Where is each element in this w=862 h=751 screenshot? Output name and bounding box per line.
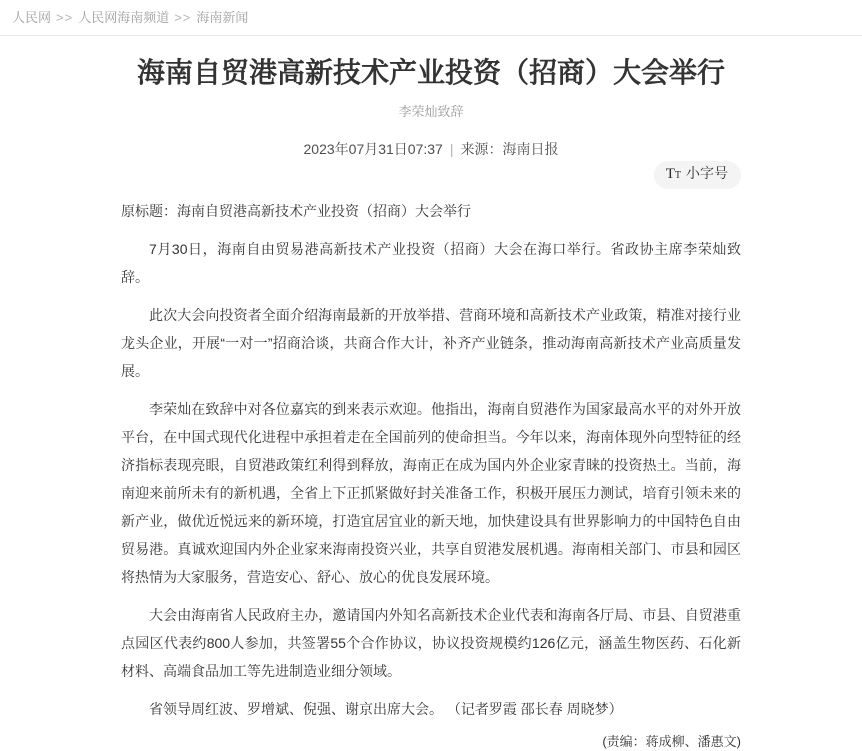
article-paragraph: 7月30日，海南自由贸易港高新技术产业投资（招商）大会在海口举行。省政协主席李荣灿致辞。: [121, 241, 741, 285]
page-title: 海南自贸港高新技术产业投资（招商）大会举行: [136, 57, 725, 88]
article-toolbar: [121, 161, 741, 187]
meta-separator: |: [449, 141, 454, 157]
breadcrumb: [0, 0, 862, 36]
publish-date: 2023年07月31日07:37: [303, 141, 443, 157]
breadcrumb-link-hainan-news[interactable]: 海南新闻: [196, 10, 249, 25]
article-paragraph: 李荣灿在致辞中对各位嘉宾的到来表示欢迎。他指出，海南自贸港作为国家最高水平的对外开放平台，在中国式现代化进程中承担着走在全国前列的使命担当。今年以来，海南体现外向型特征的经济指标表现亮眼，自贸港政策红利得到释放，海南正在成为国内外企业家青睐的投资热土。当前，海南迎来前所未有的新机遇，全省上下正抓紧做好封关准备工作，积极开展压力测试，培育引领未来的新产业，做优近悦远来的新环境，打造宜居宜业的新天地，加快建设具有世界影响力的中国特色自由贸易港。真诚欢迎国内外企业家来海南投资兴业，共享自贸港发展机遇。海南相关部门、市县和园区将热情为大家服务，营造安心、舒心、放心的优良发展环境。: [121, 401, 741, 585]
font-size-button[interactable]: [654, 161, 741, 189]
breadcrumb-separator: >>: [174, 10, 192, 25]
article-paragraph: 省领导周红波、罗增斌、倪强、谢京出席大会。 （记者罗霞 邵长春 周晓梦）: [149, 701, 623, 717]
font-size-label: 小字号: [686, 165, 728, 181]
article-paragraph: 大会由海南省人民政府主办，邀请国内外知名高新技术企业代表和海南各厅局、市县、自贸港重点园区代表约800人参加，共签署55个合作协议，协议投资规模约126亿元，涵盖生物医药、石化新材料、高端食品加工等先进制造业细分领域。: [121, 607, 741, 679]
breadcrumb-link-peoples-daily[interactable]: 人民网: [12, 10, 52, 25]
original-title: 原标题：海南自贸港高新技术产业投资（招商）大会举行: [121, 203, 471, 219]
article-subtitle: 李荣灿致辞: [398, 104, 464, 119]
editors-credit: (责编：蒋成柳、潘惠文): [602, 734, 741, 749]
source-label: 来源：: [460, 141, 503, 157]
font-size-icon: TT: [665, 166, 681, 182]
article-meta: [121, 139, 741, 159]
breadcrumb-link-hainan-channel[interactable]: 人民网海南频道: [78, 10, 170, 25]
article-body: [121, 197, 741, 751]
article-container: [121, 56, 741, 751]
article-paragraph: 此次大会向投资者全面介绍海南最新的开放举措、营商环境和高新技术产业政策，精准对接行业龙头企业，开展“一对一”招商洽谈，共商合作大计，补齐产业链条，推动海南高新技术产业高质量发展。: [121, 307, 741, 379]
source-link[interactable]: 海南日报: [502, 141, 559, 157]
breadcrumb-separator: >>: [56, 10, 74, 25]
